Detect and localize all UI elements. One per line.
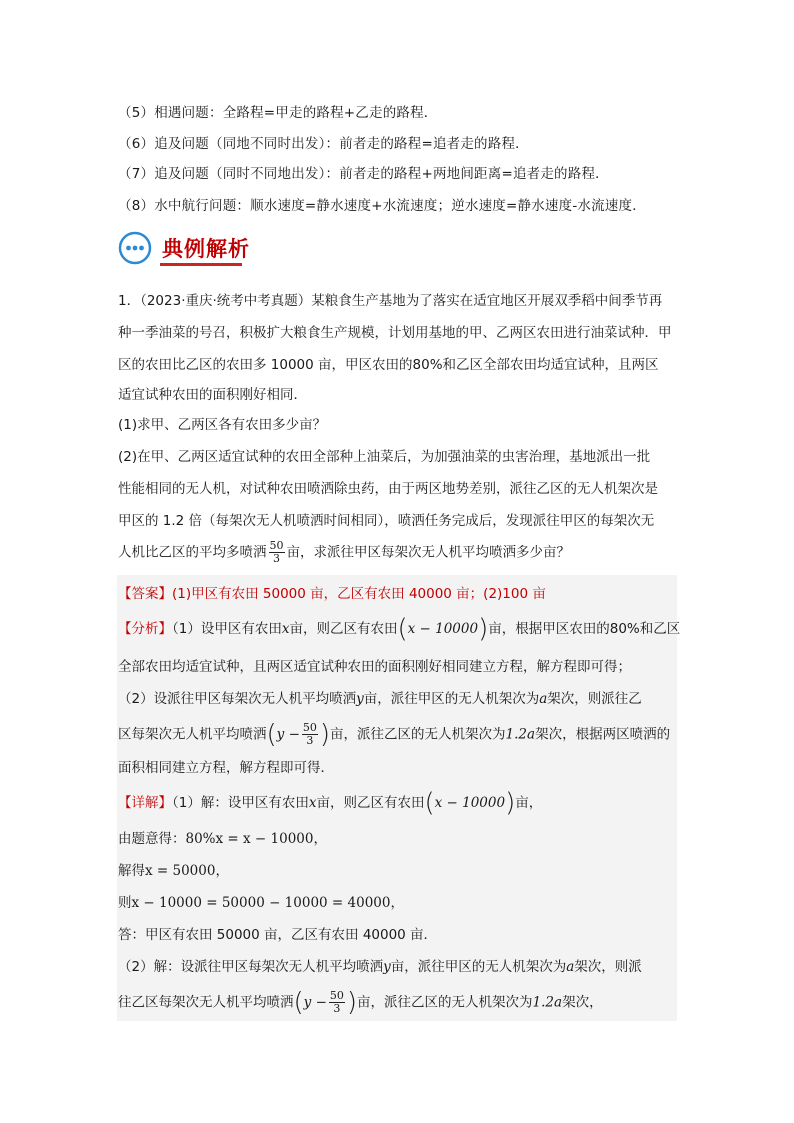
- math-expr: y −: [276, 726, 300, 743]
- analysis-text: 亩，派往甲区的无人机架次为: [363, 691, 540, 707]
- detail-text: （1）解：设甲区有农田: [172, 795, 309, 811]
- fraction: [302, 722, 318, 747]
- detail-line: [118, 829, 327, 849]
- fraction-numerator: 50: [329, 989, 344, 1002]
- problem-line-last: [118, 540, 570, 565]
- math-var: y: [383, 959, 391, 975]
- detail-text: 亩，派往乙区的无人机架次为: [357, 994, 533, 1011]
- section-underline: [160, 263, 242, 266]
- problem-line: (2)在甲、乙两区适宜试种的农田全部种上油菜后，为加强油菜的虫害治理，基地派出一批: [118, 449, 651, 465]
- detail-line: [118, 893, 404, 913]
- analysis-text: 亩，派往乙区的无人机架次为: [330, 726, 506, 743]
- problem-line: 性能相同的无人机，对试种农田喷洒除虫药，由于两区地势差别，派往乙区的无人机架次是: [118, 481, 658, 497]
- answer-tag: 【答案】: [118, 586, 172, 602]
- rule-line-5: （5）相遇问题：全路程=甲走的路程+乙走的路程．: [118, 105, 438, 121]
- math-expr: y −: [303, 994, 327, 1011]
- math-var: a: [539, 691, 548, 707]
- fraction: [269, 540, 285, 565]
- fraction-numerator: 50: [302, 721, 317, 734]
- rule-line-8: （8）水中航行问题：顺水速度=静水速度+水流速度；逆水速度=静水速度-水流速度．: [118, 198, 646, 214]
- analysis-line: 全部农田均适宜试种，且两区适宜试种农田的面积刚好相同建立方程，解方程即可得；: [118, 659, 631, 675]
- analysis-text: （2）设派往甲区每架次无人机平均喷洒: [118, 691, 357, 707]
- analysis-line: 区每架次无人机平均喷洒(y − $\frac{50}{3}$ )亩，派往乙区的无人机架次为1.2a架次，根据两区喷洒的: [118, 719, 671, 750]
- analysis-text: 亩，则乙区有农田: [289, 621, 398, 637]
- analysis-line: 面积相同建立方程，解方程即可得．: [118, 760, 334, 776]
- analysis-text: 区每架次无人机平均喷洒: [118, 726, 267, 743]
- math-var: x: [308, 795, 317, 811]
- detail-text: （2）解：设派往甲区每架次无人机平均喷洒: [118, 959, 384, 975]
- math-equation: x − 10000 = 50000 − 10000 = 40000，: [131, 895, 404, 911]
- detail-line: 答：甲区有农田 50000 亩，乙区有农田 40000 亩．: [118, 927, 438, 943]
- detail-text: 亩，派往甲区的无人机架次为: [390, 959, 567, 975]
- detail-text: 解得: [118, 863, 145, 879]
- answer-line: [118, 584, 546, 604]
- analysis-tag: 【分析】: [118, 621, 172, 637]
- math-equation: 80%x = x − 10000，: [185, 831, 327, 847]
- math-equation: x = 50000，: [145, 863, 229, 879]
- math-expr: x − 10000: [407, 621, 479, 637]
- problem-line: 适宜试种农田的面积刚好相同．: [118, 387, 307, 403]
- detail-line: [118, 957, 642, 977]
- detail-text: 架次，则派: [574, 959, 642, 975]
- math-var: x: [281, 621, 290, 637]
- problem-line: (1)求甲、乙两区各有农田多少亩？: [118, 417, 327, 433]
- detail-text: 往乙区每架次无人机平均喷洒: [118, 994, 294, 1011]
- problem-text: 亩，求派往甲区每架次无人机平均喷洒多少亩？: [286, 544, 570, 561]
- analysis-line: 【分析】（1）设甲区有农田x亩，则乙区有农田(x − 10000)亩，根据甲区农田的80%和乙区: [118, 614, 681, 644]
- detail-text: 则: [118, 895, 132, 911]
- rule-line-6: （6）追及问题（同地不同时出发）：前者走的路程=追者走的路程．: [118, 136, 529, 152]
- math-expr: 1.2a: [505, 726, 536, 743]
- detail-text: 由题意得：: [118, 831, 186, 847]
- analysis-text: 亩，根据甲区农田的80%和乙区: [488, 621, 681, 637]
- math-var: a: [566, 959, 575, 975]
- ellipsis-circle-icon: [118, 231, 152, 265]
- detail-tag: 【详解】: [118, 795, 172, 811]
- math-expr: 1.2a: [532, 994, 563, 1011]
- section-title: 典例解析: [162, 237, 250, 261]
- rule-line-7: （7）追及问题（同时不同地出发）：前者走的路程+两地间距离=追者走的路程．: [118, 166, 609, 182]
- detail-text: 架次，: [562, 994, 603, 1011]
- analysis-text: （1）设甲区有农田: [172, 621, 282, 637]
- fraction-denominator: 3: [306, 734, 314, 747]
- problem-line: 种一季油菜的号召，积极扩大粮食生产规模，计划用基地的甲、乙两区农田进行油菜试种．甲: [118, 325, 672, 341]
- detail-line: [118, 861, 229, 881]
- problem-line: 甲区的 1.2 倍（每架次无人机喷洒时间相同），喷洒任务完成后，发现派往甲区的每架次无: [118, 513, 655, 529]
- math-expr: x − 10000: [434, 795, 506, 811]
- detail-line: 【详解】（1）解：设甲区有农田x亩，则乙区有农田(x − 10000)亩，: [118, 788, 543, 818]
- analysis-text: 架次，根据两区喷洒的: [535, 726, 671, 743]
- problem-text: 人机比乙区的平均多喷洒: [118, 544, 267, 561]
- math-var: y: [356, 691, 364, 707]
- problem-line: 1．（2023·重庆·统考中考真题）某粮食生产基地为了落实在适宜地区开展双季稻中间季节再: [118, 293, 663, 309]
- fraction-numerator: 50: [269, 539, 284, 552]
- fraction-denominator: 3: [273, 552, 280, 565]
- analysis-line: [118, 689, 642, 709]
- fraction: [329, 990, 345, 1015]
- detail-text: 亩，: [515, 795, 543, 811]
- detail-line: 往乙区每架次无人机平均喷洒(y − $\frac{50}{3}$ )亩，派往乙区的无人机架次为1.2a架次，: [118, 987, 603, 1018]
- answer-text: (1)甲区有农田 50000 亩，乙区有农田 40000 亩；(2)100 亩: [172, 586, 546, 602]
- problem-line: 区的农田比乙区的农田多 10000 亩，甲区农田的80%和乙区全部农田均适宜试种，且两区: [118, 357, 659, 373]
- detail-text: 亩，则乙区有农田: [316, 795, 425, 811]
- fraction-denominator: 3: [333, 1002, 341, 1015]
- analysis-text: 架次，则派往乙: [547, 691, 642, 707]
